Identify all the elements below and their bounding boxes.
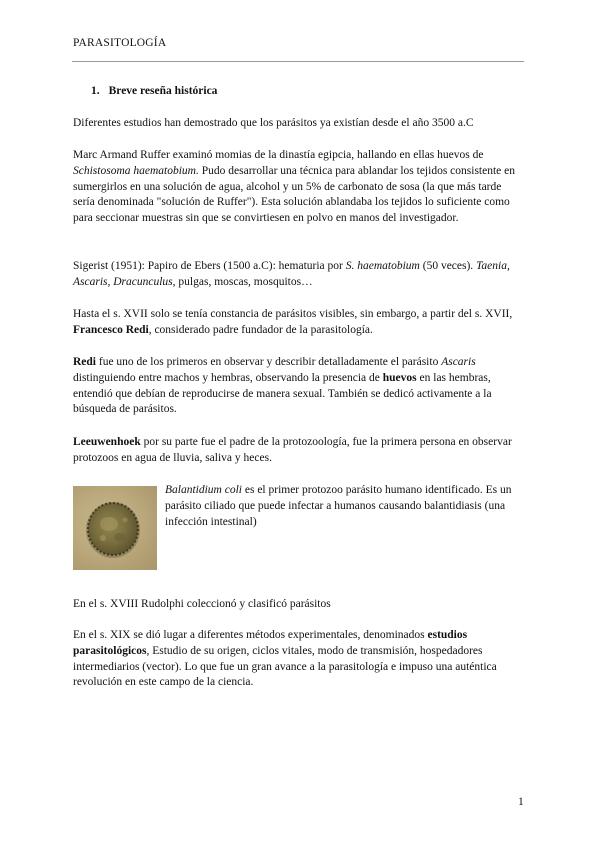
section-heading xyxy=(91,84,217,100)
species-name: Taenia, Ascaris, Dracunculus xyxy=(73,260,510,288)
paragraph-redi xyxy=(73,355,525,418)
person-name: Francesco Redi xyxy=(73,323,149,336)
text-run: es el primer protozoo parásito humano identificado. Es un parásito ciliado que puede infectar a humanos causando balantidiasis (una infección intestinal) xyxy=(165,484,512,528)
species-name: Balantidium coli xyxy=(165,484,242,496)
balantidium-micrograph-image xyxy=(73,486,157,570)
balantidium-caption xyxy=(165,483,525,530)
text-run: fue uno de los primeros en observar y describir detalladamente el parásito xyxy=(96,356,442,368)
page-header-title: PARASITOLOGÍA xyxy=(73,37,167,49)
text-run: , Estudio de su origen, ciclos vitales, modo de transmisión, hospedadores intermediarios (vector). Lo que fue un gran avance a la parasitología e impuso una auténtica revolución en este campo de la ciencia. xyxy=(73,644,497,689)
text-run: por su parte fue el padre de la protozoología, fue la primera persona en observar protozoos en agua de lluvia, saliva y heces. xyxy=(73,436,512,464)
paragraph-xix-century xyxy=(73,628,525,691)
species-name: Ascaris xyxy=(441,356,476,368)
text-run: distinguiendo entre machos y hembras, observando la presencia de xyxy=(73,371,383,384)
paragraph-ruffer xyxy=(73,148,525,227)
emphasis: huevos xyxy=(382,371,417,384)
text-run: , considerado padre fundador de la parasitología. xyxy=(148,323,373,336)
paragraph-origins: Diferentes estudios han demostrado que los parásitos ya existían desde el año 3500 a.C xyxy=(73,117,474,129)
header-divider xyxy=(72,61,524,62)
text-run: (50 veces). xyxy=(419,260,477,272)
text-run: Pudo desarrollar una técnica para ablandar los tejidos consistente en sumergirlos en una solución de agua, alcohol y un 5% de carbonato de sosa (la que más tarde sería denominada "solución de Ruffer"). Esta solución ablandaba los tejidos lo suficiente como para seccionar muestras sin que se convirtiesen en polvo en manos del investigador. xyxy=(73,164,515,225)
species-name: Schistosoma haematobium. xyxy=(73,164,199,177)
section-title: Breve reseña histórica xyxy=(108,85,218,97)
balantidium-figure xyxy=(73,483,525,573)
text-run: Marc Armand Ruffer examinó momias de la dinastía egipcia, hallando en ellas huevos de xyxy=(73,149,484,161)
paragraph-sigerist xyxy=(73,259,525,291)
person-name: Redi xyxy=(73,356,96,368)
person-name: Leeuwenhoek xyxy=(73,436,141,448)
text-run: En el s. XIX se dió lugar a diferentes métodos experimentales, denominados xyxy=(73,629,428,641)
paragraph-rudolphi: En el s. XVIII Rudolphi coleccionó y clasificó parásitos xyxy=(73,598,331,610)
species-name: S. haematobium xyxy=(345,260,420,272)
text-run: , pulgas, moscas, mosquitos… xyxy=(172,275,313,288)
text-run: Hasta el s. XVII solo se tenía constancia de parásitos visibles, sin embargo, a partir del s. XVII, xyxy=(73,308,513,320)
emphasis: estudios parasitológicos xyxy=(73,629,468,657)
paragraph-leeuwenhoek xyxy=(73,435,525,467)
text-run: Sigerist (1951): Papiro de Ebers (1500 a.C): hematuria por xyxy=(73,260,346,272)
text-run: en las hembras, entendió que debían de reproducirse de manera sexual. También se dedicó activamente a la búsqueda de parásitos. xyxy=(73,371,492,416)
page-number: 1 xyxy=(518,796,524,808)
paragraph-redi-intro xyxy=(73,307,525,339)
section-number: 1. xyxy=(91,85,100,97)
